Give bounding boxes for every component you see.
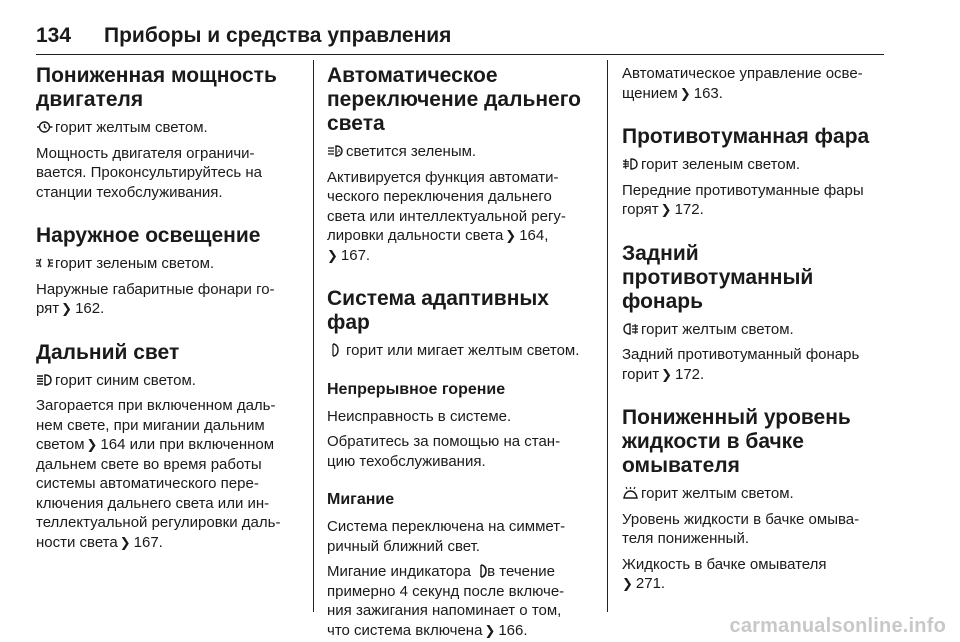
- subsection-title-flashing: Мигание: [327, 491, 395, 508]
- washer-fluid-icon: [622, 486, 639, 500]
- reference-arrow-icon: ❯: [622, 576, 633, 591]
- indicator-line: [622, 484, 894, 504]
- indicator-line: [622, 155, 894, 175]
- body-text: Автоматическое управление осве- щением ❯ 163.: [622, 65, 863, 102]
- indicator-text: горит желтым светом.: [641, 485, 794, 502]
- adaptive-headlight-icon: [327, 343, 344, 357]
- section-title-auto-high-beam: Автоматическое переключение дальнего света: [327, 64, 582, 135]
- column-1: [36, 64, 304, 552]
- reference-arrow-icon: ❯: [119, 534, 131, 550]
- running-title: Приборы и средства управления: [104, 24, 452, 47]
- section-title-reduced-engine-power: [36, 64, 304, 112]
- section-title-high-beam: Дальний свет: [36, 340, 180, 364]
- body-text: Передние противотуманные фары горят ❯ 172.: [622, 181, 864, 218]
- reduced-engine-power-icon: [36, 120, 53, 134]
- indicator-text: горит или мигает желтым светом.: [346, 342, 580, 359]
- rear-fog-light-icon: [622, 322, 639, 336]
- reference-arrow-icon: ❯: [660, 202, 672, 217]
- auto-high-beam-icon: [327, 144, 344, 158]
- indicator-line: [36, 118, 304, 138]
- reference-arrow-icon: ❯: [505, 228, 517, 243]
- section-title-washer-fluid: Пониженный уровень жидкости в бачке омывателя: [622, 406, 851, 477]
- column-divider: [607, 60, 608, 612]
- reference-arrow-icon: ❯: [86, 437, 98, 452]
- page-number: 134: [36, 24, 72, 47]
- body-text: Неисправность в системе.: [327, 407, 512, 425]
- subsection-title-continuous: Непрерывное горение: [327, 380, 506, 398]
- watermark: carmanualsonline.info: [729, 615, 946, 637]
- body-text: Активируется функция автомати- ческого переключения дальнего света или интеллектуальной регу- лировки дальности света ❯ 164, ❯ 167.: [327, 168, 566, 264]
- indicator-text: горит синим светом.: [55, 371, 196, 389]
- indicator-text: горит зеленым светом.: [641, 156, 801, 173]
- title-line: двигателя: [36, 88, 144, 111]
- svg-text:A: A: [337, 149, 342, 156]
- section-title-fog-light: Противотуманная фара: [622, 125, 870, 148]
- section-title-rear-fog-light: Задний противотуманный фонарь: [622, 241, 814, 313]
- high-beam-icon: [36, 373, 53, 387]
- body-text: Наружные габаритные фонари го- рят ❯ 162.: [36, 280, 275, 317]
- indicator-line: [327, 341, 597, 361]
- section-title-adaptive-headlights: Система адаптивных фар: [327, 287, 549, 334]
- section-title-exterior-lighting: Наружное освещение: [36, 224, 261, 247]
- body-text: Мигание индикатора в течение примерно 4 секунд после включе- ния зажигания напоминает о том, что система включена ❯ 166.: [327, 563, 565, 639]
- indicator-line: [36, 371, 304, 391]
- reference-arrow-icon: ❯: [661, 366, 672, 382]
- body-text: Система переключена на симмет- ричный ближний свет.: [327, 518, 566, 555]
- indicator-text: горит зеленым светом.: [55, 255, 215, 272]
- page-header: [36, 24, 884, 55]
- indicator-text: светится зеленым.: [346, 143, 477, 160]
- reference-arrow-icon: ❯: [327, 247, 338, 263]
- indicator-line: [622, 320, 894, 340]
- reference-arrow-icon: ❯: [61, 301, 73, 316]
- exterior-light-icon: [36, 256, 53, 270]
- body-text: Задний противотуманный фонарь горит ❯ 172.: [622, 346, 860, 383]
- reference-arrow-icon: ❯: [679, 85, 691, 101]
- indicator-line: [36, 254, 304, 274]
- adaptive-headlight-icon: [475, 564, 485, 578]
- column-2: [327, 64, 597, 640]
- column-3: [622, 64, 894, 594]
- body-text: Мощность двигателя ограничи- вается. Проконсультируйтесь на станции техобслуживания.: [36, 144, 262, 201]
- reference-arrow-icon: ❯: [484, 622, 496, 638]
- indicator-text: горит желтым светом.: [55, 119, 208, 136]
- title-line: Пониженная мощность: [36, 64, 277, 87]
- indicator-line: [327, 142, 597, 162]
- body-text: Уровень жидкости в бачке омыва- теля пониженный.: [622, 510, 860, 547]
- indicator-text: горит желтым светом.: [641, 320, 794, 338]
- front-fog-light-icon: [622, 157, 639, 171]
- column-divider: [313, 60, 314, 612]
- body-text: Загорается при включенном даль- нем свете, при мигании дальним светом ❯ 164 или при включенном дальнем свете во время работы системы автоматического пере- ключения дальнего света или ин- теллектуальной регулировки даль- ности света ❯ 167.: [36, 397, 281, 551]
- body-text: Обратитесь за помощью на стан- цию техобслуживания.: [327, 433, 561, 470]
- body-text: Жидкость в бачке омывателя ❯ 271.: [622, 555, 827, 592]
